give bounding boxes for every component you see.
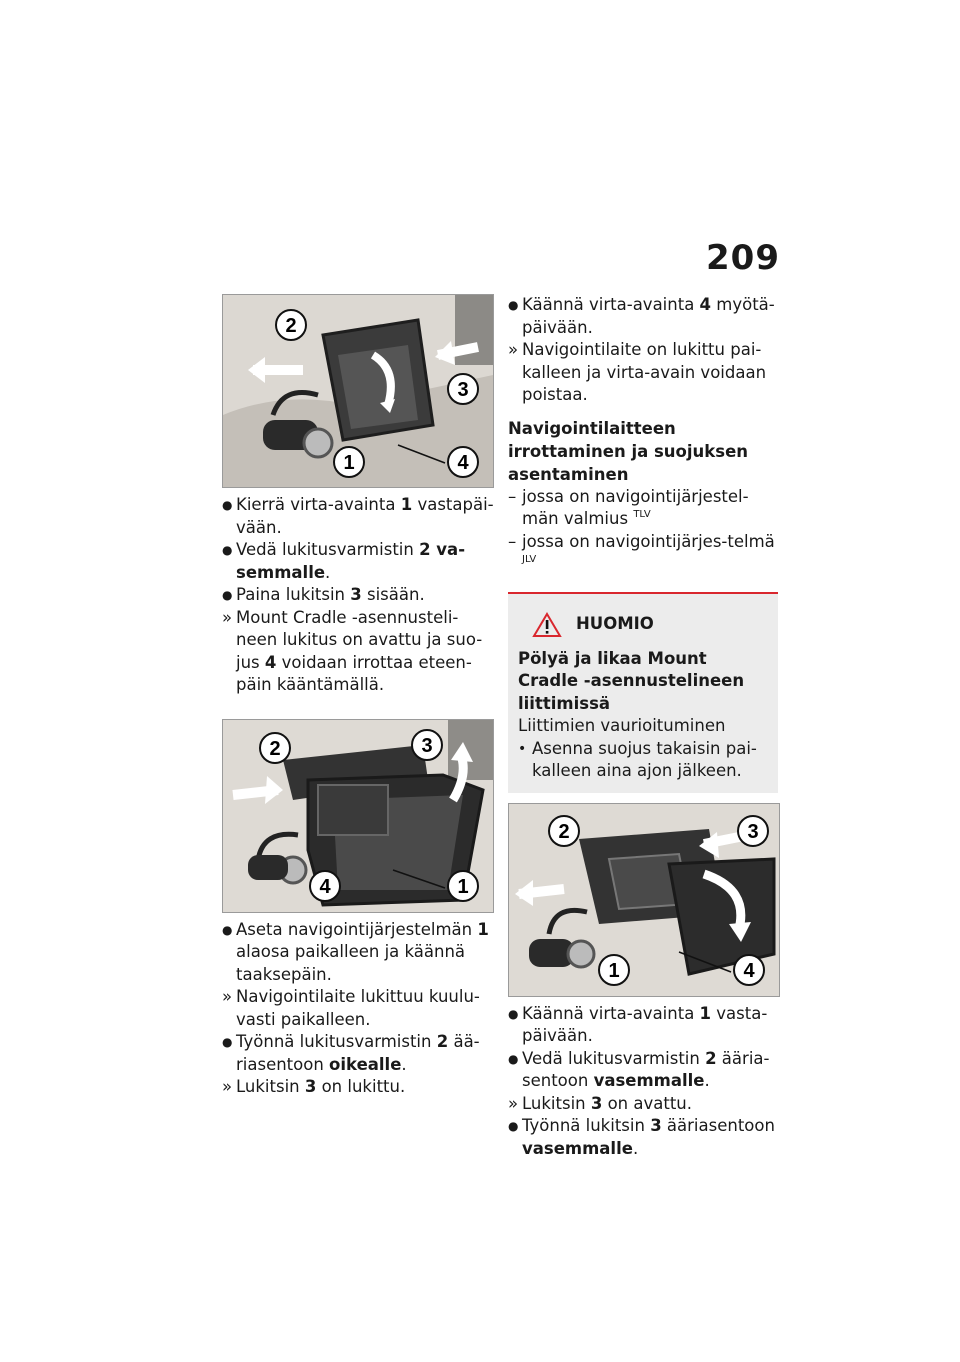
instruction-list-1	[222, 494, 494, 697]
callout-3	[412, 730, 442, 760]
instruction-list-2	[222, 919, 494, 1099]
notice-heading: Pölyä ja likaa Mount Cradle -asennustelineen liittimissä	[518, 648, 745, 713]
svg-text:2: 2	[269, 737, 281, 760]
callout-1	[448, 871, 478, 901]
list-item: ● Työnnä lukitusvarmistin 2 ää-riasentoon oikealle.	[222, 1032, 480, 1074]
svg-text:1: 1	[343, 452, 355, 474]
svg-text:4: 4	[319, 875, 331, 898]
list-item: » Navigointilaite lukittuu kuulu-vasti paikalleen.	[222, 987, 480, 1029]
column-left	[222, 294, 494, 1099]
figure-2	[222, 719, 494, 913]
svg-text:4: 4	[743, 959, 755, 982]
list-item: ● Käännä virta-avainta 1 vasta-päivään.	[508, 1003, 768, 1045]
list-item: ● Aseta navigointijärjestelmän 1 alaosa paikalleen ja käännä taaksepäin.	[222, 919, 489, 984]
list-item: ● Vedä lukitusvarmistin 2 va-semmalle.	[222, 540, 466, 582]
list-item: » Lukitsin 3 on lukittu.	[222, 1077, 406, 1096]
svg-text:1: 1	[457, 875, 469, 898]
svg-text:1: 1	[608, 959, 620, 982]
notice-box	[508, 592, 778, 793]
page-number: 209	[706, 238, 780, 278]
callout-1	[334, 447, 364, 477]
figure-1	[222, 294, 494, 488]
callout-3	[448, 374, 478, 404]
callout-4	[448, 447, 478, 477]
notice-consequence: Liittimien vaurioituminen	[518, 716, 726, 735]
svg-text:4: 4	[457, 452, 469, 474]
svg-text:3: 3	[747, 820, 759, 843]
callout-2	[260, 733, 290, 763]
callout-2	[276, 310, 306, 340]
svg-text:2: 2	[285, 315, 297, 337]
callout-1	[599, 955, 629, 985]
svg-text:3: 3	[457, 379, 469, 401]
callout-2	[549, 816, 579, 846]
list-item: » Lukitsin 3 on avattu.	[508, 1093, 693, 1113]
list-item: ● Vedä lukitusvarmistin 2 ääria-sentoon vasemmalle.	[508, 1048, 770, 1090]
callout-4	[310, 871, 340, 901]
section-heading: Navigointilaitteen irrottaminen ja suojuksen asentaminen	[508, 418, 749, 484]
list-item: ● Työnnä lukitsin 3 ääriasentoon vasemmalle.	[508, 1116, 775, 1158]
list-item: » Navigointilaite on lukittu pai-kalleen ja virta-avain voidaan poistaa.	[508, 340, 767, 404]
list-item: » Mount Cradle -asennusteli-neen lukitus on avattu ja suo-jus 4 voidaan irrottaa eteen-päin kääntämällä.	[222, 607, 483, 694]
callout-3	[738, 816, 768, 846]
instruction-list-3	[508, 294, 780, 407]
svg-text:3: 3	[421, 734, 433, 757]
notice-title: HUOMIO	[532, 612, 770, 638]
warning-icon	[532, 612, 562, 638]
svg-text:2: 2	[558, 820, 570, 843]
list-item: ● Paina lukitsin 3 sisään.	[222, 585, 425, 604]
instruction-list-4	[508, 1003, 780, 1161]
notice-action: • Asenna suojus takaisin pai-kalleen aina ajon jälkeen.	[518, 738, 757, 780]
list-item: ● Käännä virta-avainta 4 myötä-päivään.	[508, 295, 775, 337]
callout-4	[734, 955, 764, 985]
list-item: ● Kierrä virta-avainta 1 vastapäi-vään.	[222, 495, 494, 537]
figure-3	[508, 803, 780, 997]
condition-item: – jossa on navigointijärjestel-män valmius $^{TLV}$	[508, 486, 749, 528]
condition-item: – jossa on navigointijärjes-telmä $^{JLV}$	[508, 531, 775, 565]
column-right	[508, 294, 780, 1160]
